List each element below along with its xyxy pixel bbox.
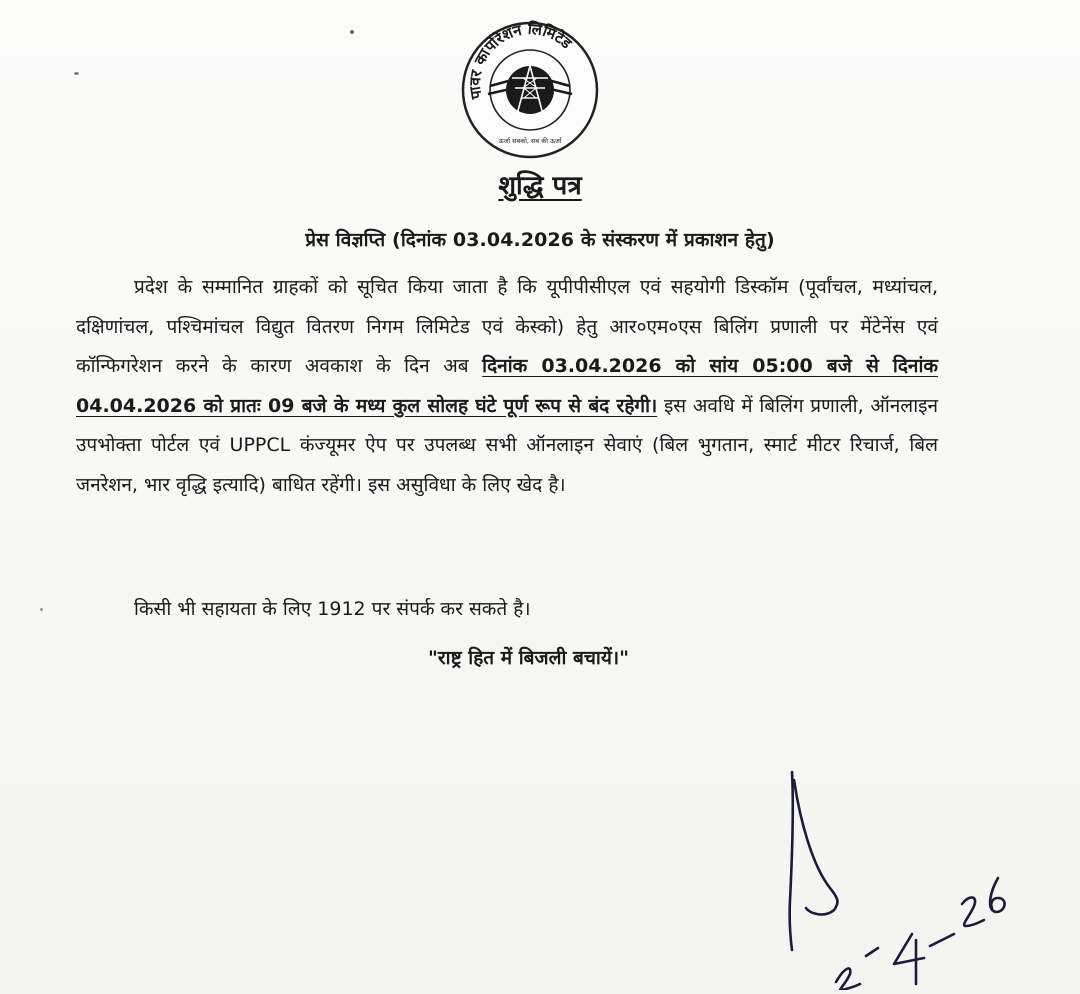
speck bbox=[40, 608, 43, 611]
helpline-text: किसी भी सहायता के लिए 1912 पर संपर्क कर सकते है। bbox=[134, 598, 531, 620]
notice-body-intro: प्रदेश के सम्मानित ग्राहकों को सूचित किया जाता है कि यूपीपीसीएल एवं सहयोगी डिस्कॉम (पूर्वांचल, मध्यांचल, दक्षिणांचल, पश्चिमांचल विद्युत वितरण निगम लिमिटेड एवं केस्को) हेतु आर०एम०एस बिलिंग प्रणाली पर मेंटेनेंस एवं कॉन्फिगरेशन करने के कारण अवकाश के दिन अब bbox=[76, 276, 938, 377]
slogan: "राष्ट्र हित में बिजली बचायें।" bbox=[428, 647, 629, 669]
notice-body-details: इस अवधि में बिलिंग प्रणाली, ऑनलाइन उपभोक्ता पोर्टल एवं UPPCL कंज्यूमर ऐप पर उपलब्ध सभी ऑनलाइन सेवाएं (बिल भुगतान, स्मार्ट मीटर रिचार्ज, बिल जनरेशन, भार वृद्धि इत्यादि) बाधित रहेंगी। इस असुविधा के लिए खेद है। bbox=[76, 394, 938, 496]
handwritten-signature-date bbox=[770, 760, 1040, 990]
page-title bbox=[0, 166, 1080, 202]
press-release-subtitle: प्रेस विज्ञप्ति (दिनांक 03.04.2026 के संस्करण में प्रकाशन हेतु) bbox=[305, 229, 775, 251]
seal-tagline: ऊर्जा सबको, सब की ऊर्जा bbox=[498, 137, 562, 145]
speck bbox=[74, 72, 79, 75]
notice-body-highlight: दिनांक 03.04.2026 को सांय 05:00 बजे से दिनांक 04.04.2026 को प्रातः 09 बजे के मध्य कुल सोलह घंटे पूर्ण रूप से बंद रहेगी। bbox=[76, 355, 938, 417]
notice-body bbox=[76, 268, 938, 505]
company-seal-logo bbox=[460, 20, 600, 160]
speck bbox=[350, 30, 354, 34]
page-title-text: शुद्धि पत्र bbox=[498, 171, 582, 201]
seal-name-text: पावर कार्पोरेशन लिमिटेड bbox=[465, 20, 576, 101]
